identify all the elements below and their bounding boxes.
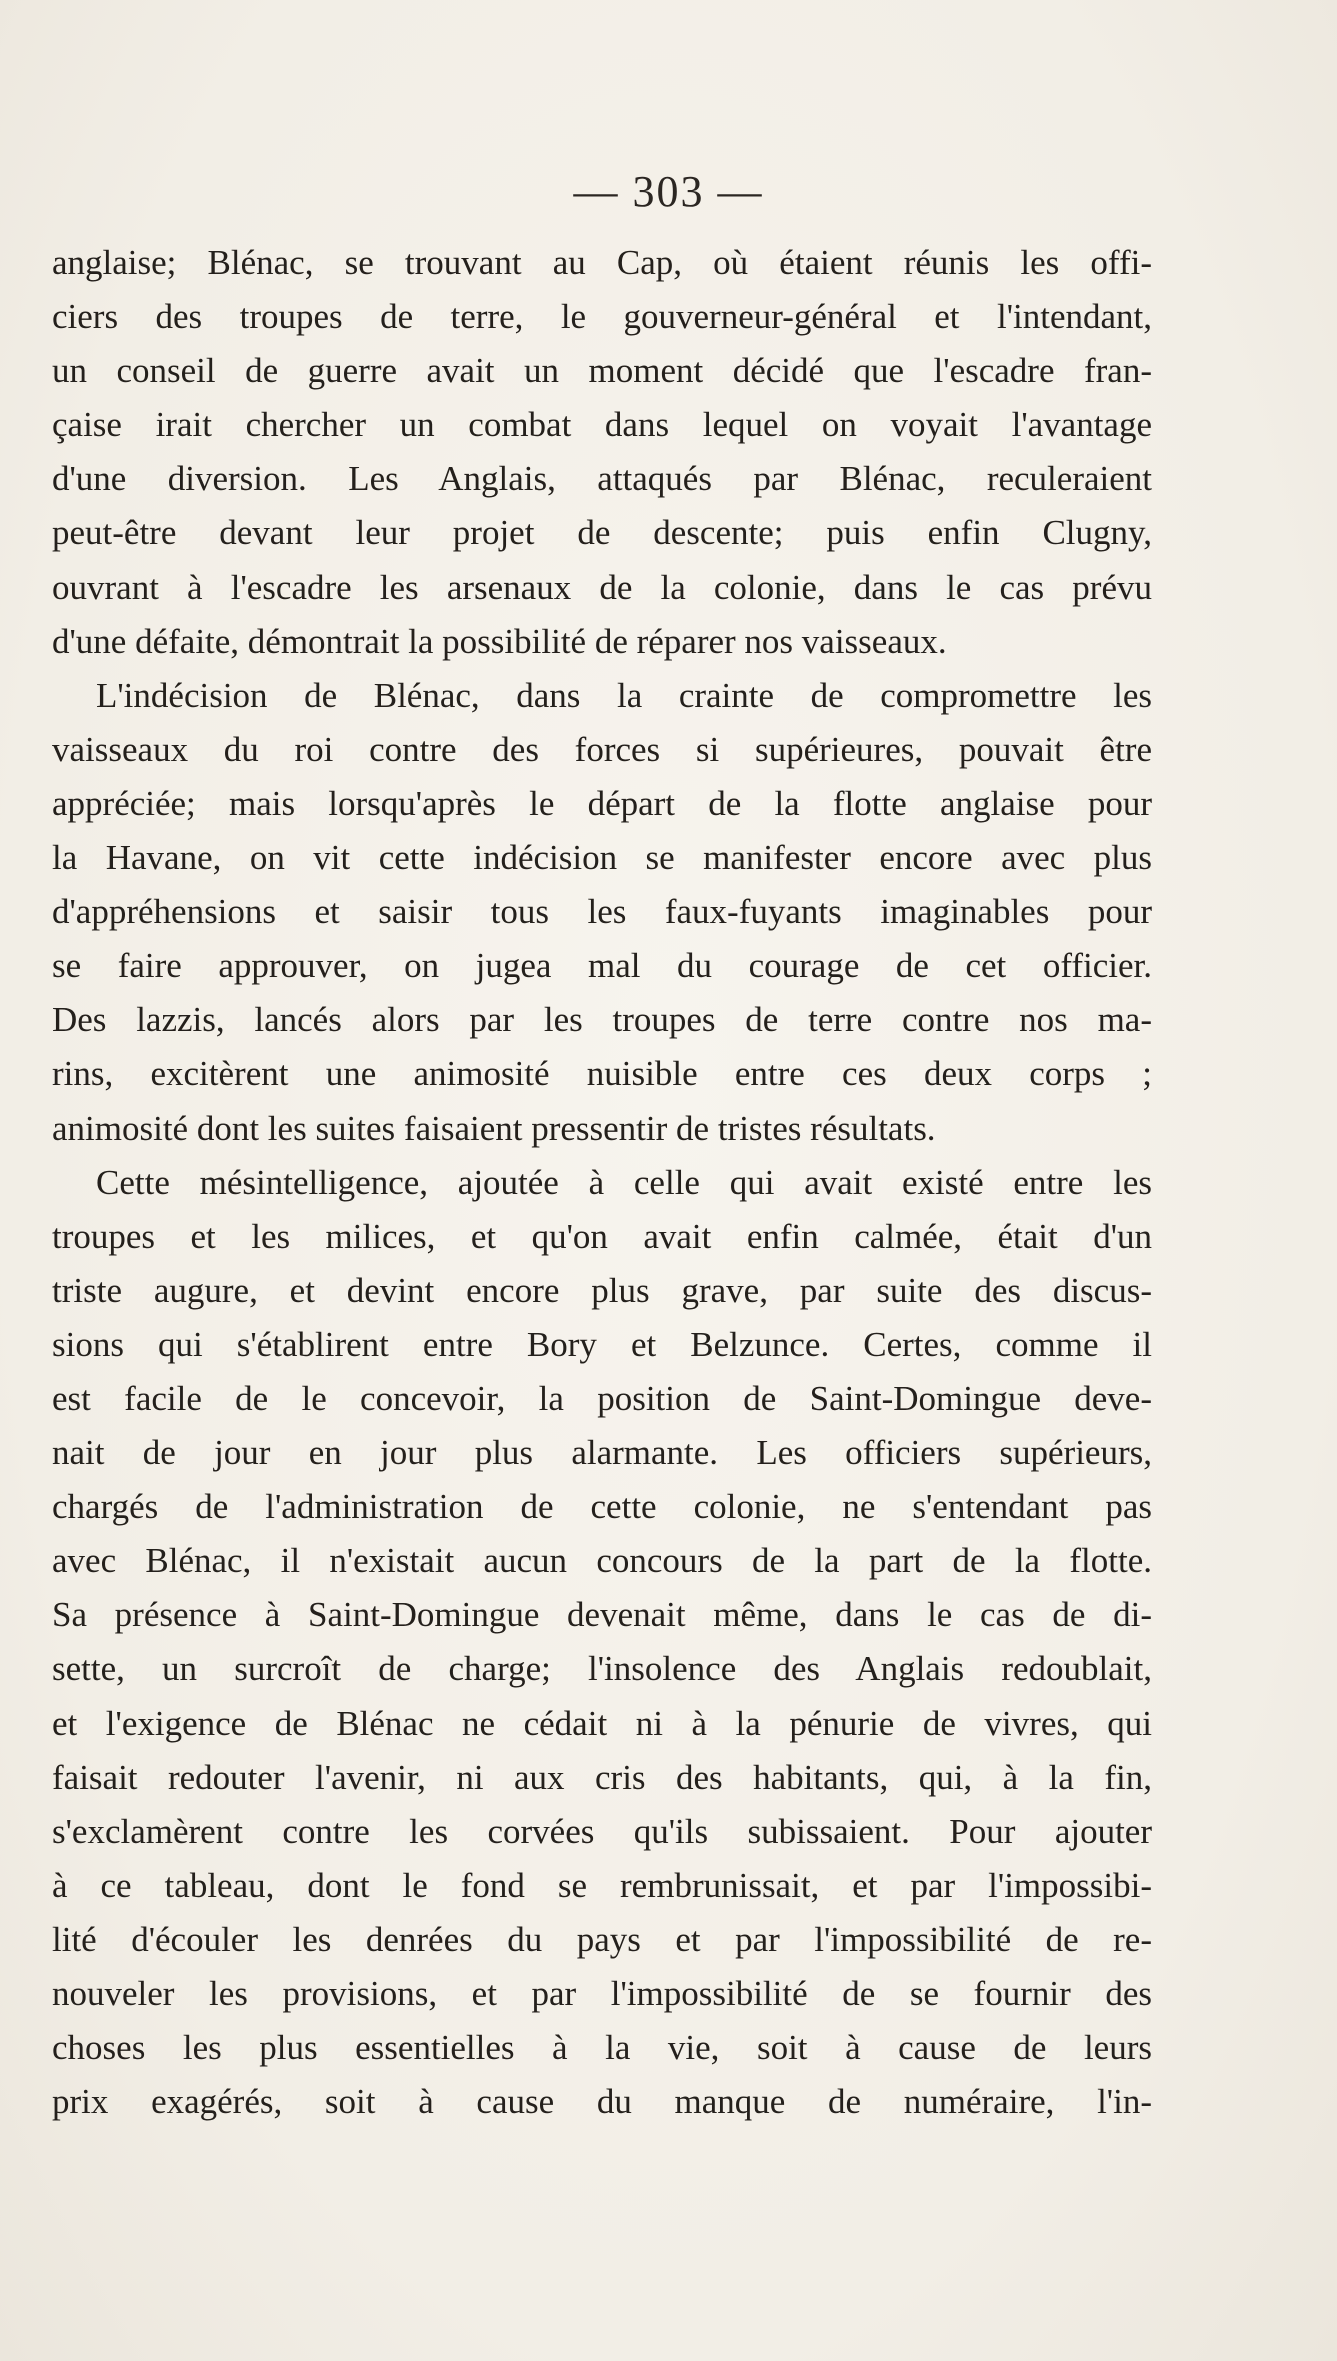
text-line: et l'exigence de Blénac ne cédait ni à la pénurie de vivres, qui xyxy=(52,1703,1152,1743)
text-line: nouveler les provisions, et par l'impossibilité de se fournir des xyxy=(52,1974,1152,2013)
text-line: triste augure, et devint encore plus grave, par suite des discus- xyxy=(52,1270,1152,1310)
text-line: Sa présence à Saint-Domingue devenait même, dans le cas de di- xyxy=(52,1595,1152,1635)
text-line: sions qui s'établirent entre Bory et Belzunce. Certes, comme il xyxy=(52,1324,1152,1364)
text-line: rins, excitèrent une animosité nuisible entre ces deux corps ; xyxy=(52,1054,1152,1094)
text-line: anglaise; Blénac, se trouvant au Cap, où étaient réunis les offi- xyxy=(52,243,1152,282)
text-line: à ce tableau, dont le fond se rembrunissait, et par l'impossibi- xyxy=(52,1865,1152,1905)
text-line: d'appréhensions et saisir tous les faux-fuyants imaginables pour xyxy=(52,892,1152,932)
text-line: chargés de l'administration de cette colonie, ne s'entendant pas xyxy=(52,1487,1152,1527)
text-line: un conseil de guerre avait un moment décidé que l'escadre fran- xyxy=(52,351,1152,391)
text-line: se faire approuver, on jugea mal du courage de cet officier. xyxy=(52,946,1152,986)
paragraph-start-line: L'indécision de Blénac, dans la crainte de compromettre les xyxy=(96,675,1152,715)
text-line: ciers des troupes de terre, le gouverneur-général et l'intendant, xyxy=(52,297,1152,337)
text-line: vaisseaux du roi contre des forces si supérieures, pouvait être xyxy=(52,729,1152,769)
text-line: peut-être devant leur projet de descente; puis enfin Clugny, xyxy=(52,513,1152,553)
text-line: appréciée; mais lorsqu'après le départ de la flotte anglaise pour xyxy=(52,783,1152,823)
text-line: avec Blénac, il n'existait aucun concours de la part de la flotte. xyxy=(52,1541,1152,1581)
text-line: faisait redouter l'avenir, ni aux cris des habitants, qui, à la fin, xyxy=(52,1757,1152,1797)
text-line: lité d'écouler les denrées du pays et par l'impossibilité de re- xyxy=(52,1919,1152,1959)
text-line: la Havane, on vit cette indécision se manifester encore avec plus xyxy=(52,838,1152,878)
text-line: Des lazzis, lancés alors par les troupes de terre contre nos ma- xyxy=(52,1000,1152,1040)
body-text xyxy=(52,236,1152,2129)
text-line: troupes et les milices, et qu'on avait enfin calmée, était d'un xyxy=(52,1216,1152,1256)
text-line: prix exagérés, soit à cause du manque de numéraire, l'in- xyxy=(52,2082,1152,2122)
text-line: nait de jour en jour plus alarmante. Les officiers supérieurs, xyxy=(52,1433,1152,1473)
text-line: çaise irait chercher un combat dans lequel on voyait l'avantage xyxy=(52,405,1152,445)
page-number: — 303 — xyxy=(573,167,764,216)
text-line: sette, un surcroît de charge; l'insolence des Anglais redoublait, xyxy=(52,1649,1152,1689)
text-line: d'une diversion. Les Anglais, attaqués par Blénac, reculeraient xyxy=(52,459,1152,499)
text-line: d'une défaite, démontrait la possibilité de réparer nos vaisseaux. xyxy=(52,621,947,661)
paragraph-start-line: Cette mésintelligence, ajoutée à celle qui avait existé entre les xyxy=(96,1162,1152,1202)
text-line: s'exclamèrent contre les corvées qu'ils subissaient. Pour ajouter xyxy=(52,1811,1152,1851)
text-line: est facile de le concevoir, la position de Saint-Domingue deve- xyxy=(52,1378,1152,1418)
text-line: ouvrant à l'escadre les arsenaux de la colonie, dans le cas prévu xyxy=(52,567,1152,607)
text-line: animosité dont les suites faisaient pressentir de tristes résultats. xyxy=(52,1108,936,1148)
text-line: choses les plus essentielles à la vie, soit à cause de leurs xyxy=(52,2028,1152,2068)
